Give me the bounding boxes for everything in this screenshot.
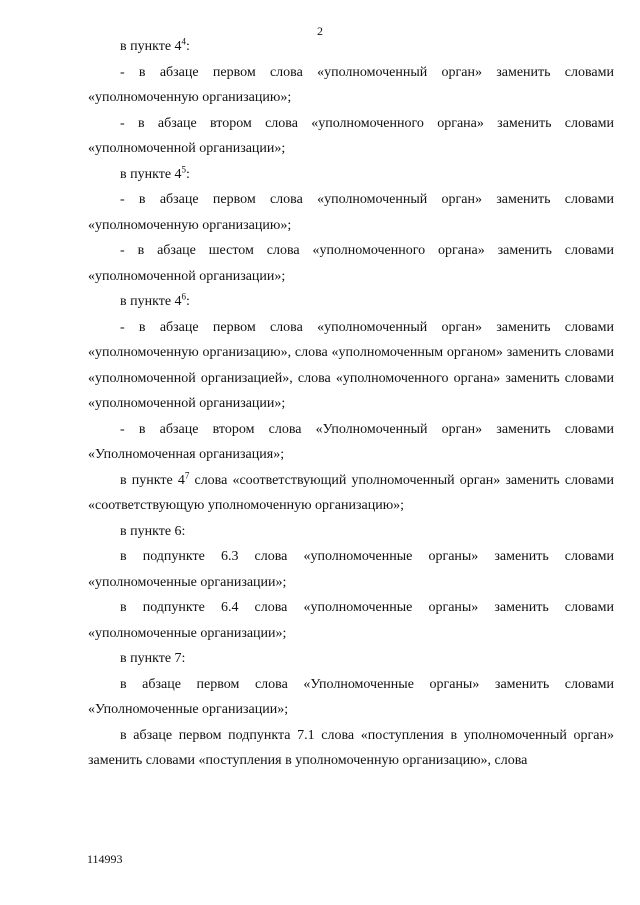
paragraph-10: в пункте $4^7$ слова «соответствующий уполномоченный орган» заменить словами «соответствующую уполномоченную организацию»; bbox=[88, 469, 615, 513]
paragraph-4: в пункте $4^5$: bbox=[120, 163, 190, 182]
paragraph-8: - в абзаце первом слова «уполномоченный орган» заменить словами «уполномоченную организацию», слова «уполномоченным органом» заменить словами «уполномоченной организацией», слова «уполномоченного органа» заменить словами «уполномоченной организации»; bbox=[88, 319, 614, 411]
paragraph-13: в подпункте 6.4 слова «уполномоченные органы» заменить словами «уполномоченные организации»; bbox=[88, 600, 614, 641]
page-number: 2 bbox=[317, 24, 323, 38]
paragraph-15: в абзаце первом слова «Уполномоченные органы» заменить словами «Уполномоченные организации»; bbox=[88, 676, 614, 717]
paragraph-5: - в абзаце первом слова «уполномоченный орган» заменить словами «уполномоченную организацию»; bbox=[88, 192, 614, 233]
document-code: 114993 bbox=[87, 852, 123, 866]
paragraph-11: в пункте 6: bbox=[120, 523, 186, 539]
paragraph-2: - в абзаце первом слова «уполномоченный орган» заменить словами «уполномоченную организацию»; bbox=[88, 64, 614, 105]
paragraph-12: в подпункте 6.3 слова «уполномоченные органы» заменить словами «уполномоченные организации»; bbox=[88, 549, 614, 590]
paragraph-1: в пункте $4^4$: bbox=[120, 36, 190, 54]
paragraph-6: - в абзаце шестом слова «уполномоченного органа» заменить словами «уполномоченной организации»; bbox=[88, 243, 614, 284]
paragraph-9: - в абзаце втором слова «Уполномоченный орган» заменить словами «Уполномоченная организация»; bbox=[88, 421, 614, 462]
document-body bbox=[88, 34, 614, 774]
paragraph-14: в пункте 7: bbox=[120, 651, 186, 666]
paragraph-16: в абзаце первом подпункта 7.1 слова «поступления в уполномоченный орган» заменить словами «поступления в уполномоченную организацию», слова bbox=[88, 727, 614, 768]
paragraph-3: - в абзаце втором слова «уполномоченного органа» заменить словами «уполномоченной организации»; bbox=[88, 115, 614, 156]
paragraph-7: в пункте $4^6$: bbox=[120, 291, 190, 309]
